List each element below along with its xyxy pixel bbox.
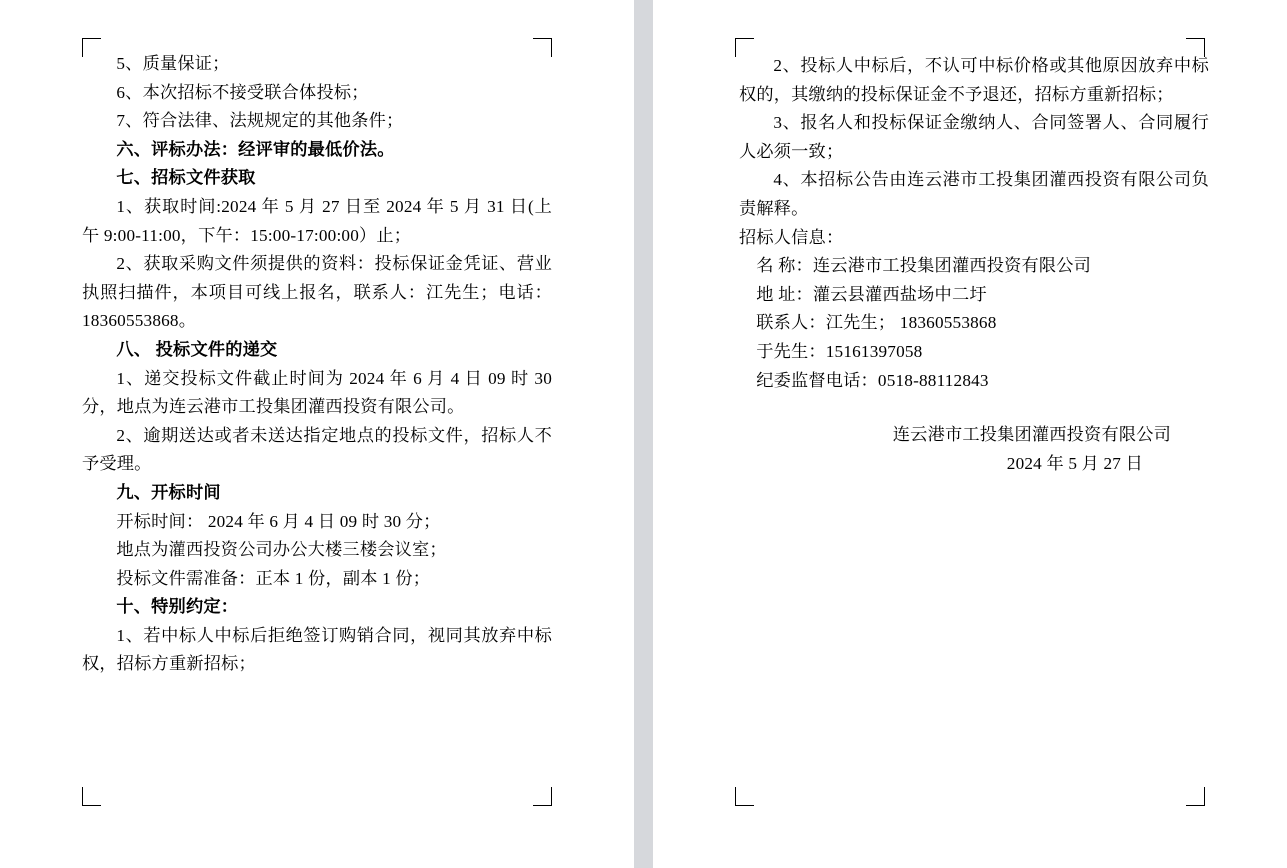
contact-name: 名 称：连云港市工投集团灌西投资有限公司 [756, 256, 1092, 276]
page-left-content [82, 50, 552, 679]
contact-person-2: 于先生：15161397058 [756, 341, 923, 361]
paragraph: 6、本次招标不接受联合体投标； [116, 82, 369, 102]
paragraph: 4、本招标公告由连云港市工投集团灌西投资有限公司负责解释。 [739, 170, 1209, 218]
paragraph: 5、质量保证； [116, 54, 230, 73]
section-heading: 九、开标时间 [116, 482, 221, 502]
paragraph: 2、投标人中标后，不认可中标价格或其他原因放弃中标权的，其缴纳的投标保证金不予退还，招标方重新招标； [739, 56, 1209, 104]
section-heading: 七、招标文件获取 [116, 168, 256, 188]
paragraph: 1、递交投标文件截止时间为 2024 年 6 月 4 日 09 时 30 分，地点为连云港市工投集团灌西投资有限公司。 [82, 368, 552, 417]
paragraph: 1、获取时间:2024 年 5 月 27 日至 2024 年 5 月 31 日(上午 9:00-11:00，下午：15:00-17:00:00）止； [82, 196, 552, 245]
paragraph: 7、符合法律、法规规定的其他条件； [116, 111, 404, 131]
contact-address: 地 址：灌云县灌西盐场中二圩 [756, 284, 987, 304]
paragraph: 3、报名人和投标保证金缴纳人、合同签署人、合同履行人必须一致； [739, 113, 1209, 161]
crop-mark-bottom-left [735, 787, 754, 806]
paragraph: 1、若中标人中标后拒绝签订购销合同，视同其放弃中标权，招标方重新招标； [82, 625, 552, 674]
paragraph: 地点为灌西投资公司办公大楼三楼会议室； [116, 540, 447, 560]
supervision-phone: 纪委监督电话：0518-88112843 [756, 370, 989, 390]
crop-mark-bottom-right [1186, 787, 1205, 806]
crop-mark-bottom-left [82, 787, 101, 806]
page-right-content [739, 52, 1209, 478]
document-page-right [653, 0, 1287, 868]
paragraph: 2、逾期送达或者未送达指定地点的投标文件，招标人不予受理。 [82, 425, 552, 474]
section-heading: 十、特别约定： [116, 597, 239, 617]
section-heading: 八、 投标文件的递交 [116, 339, 278, 359]
signature-spacer [739, 395, 1209, 421]
contact-heading: 招标人信息： [739, 227, 844, 247]
paragraph: 2、获取采购文件须提供的资料：投标保证金凭证、营业执照扫描件，本项目可线上报名，联系人：江先生；电话：18360553868。 [82, 254, 552, 331]
paragraph: 投标文件需准备：正本 1 份，副本 1 份； [116, 568, 431, 588]
signature-date: 2024 年 5 月 27 日 [1006, 453, 1143, 473]
paragraph: 开标时间： 2024 年 6 月 4 日 09 时 30 分； [116, 511, 441, 531]
contact-person-1: 联系人：江先生； 18360553868 [756, 313, 997, 333]
section-heading: 六、评标办法：经评审的最低价法。 [116, 139, 395, 159]
signature-company: 连云港市工投集团灌西投资有限公司 [892, 425, 1171, 445]
document-page-left [0, 0, 634, 868]
crop-mark-bottom-right [533, 787, 552, 806]
